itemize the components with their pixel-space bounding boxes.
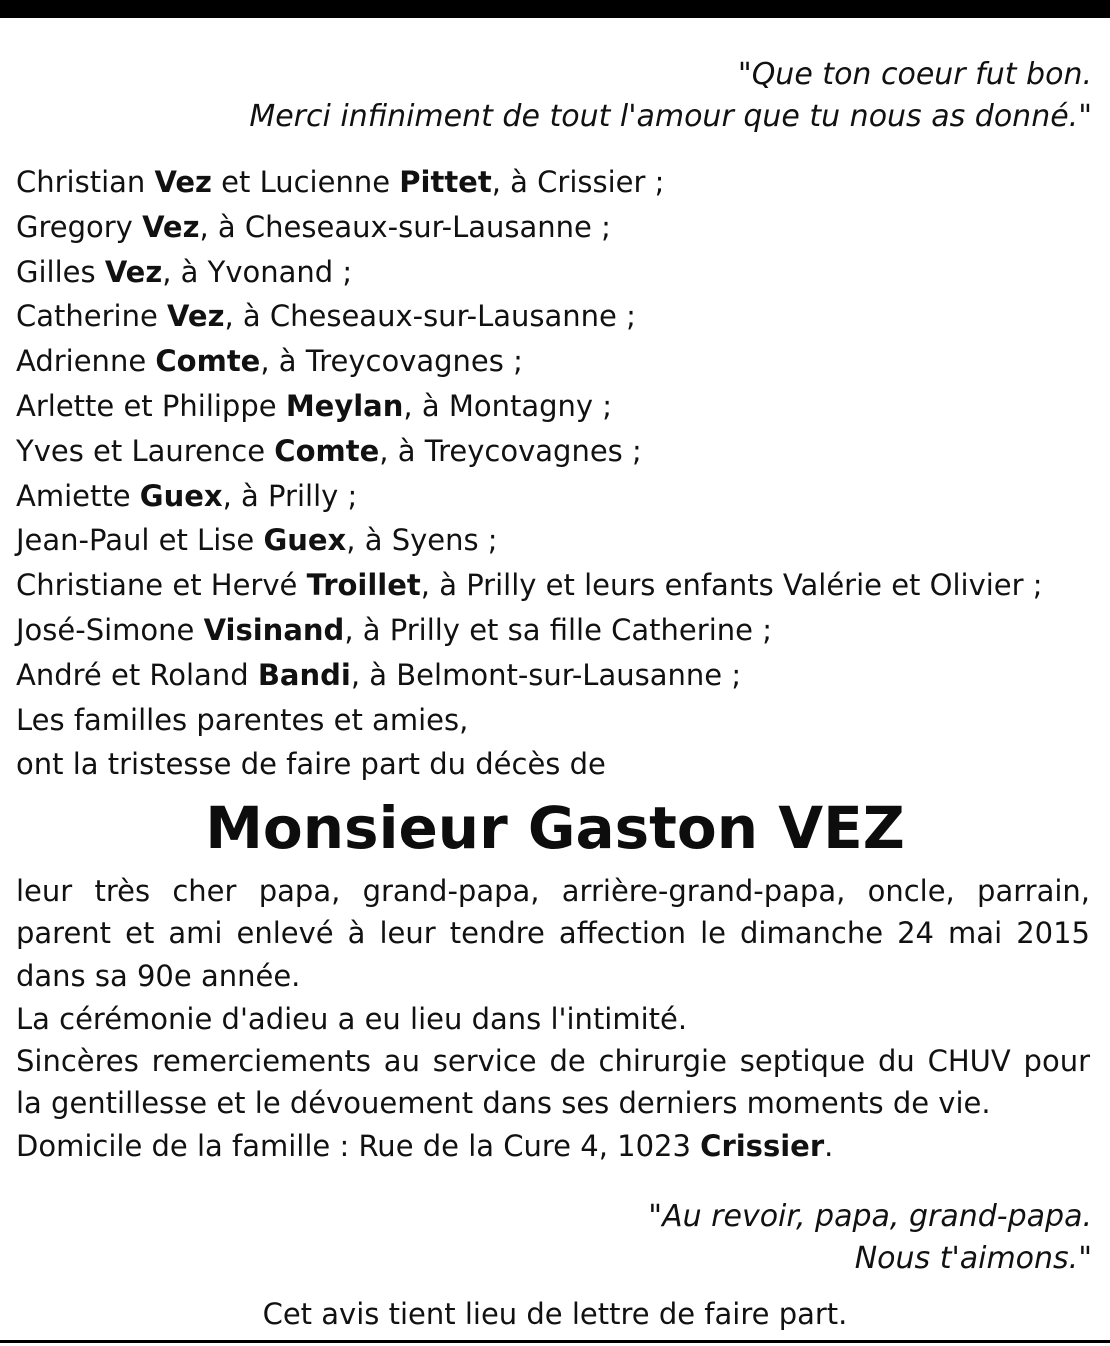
deceased-description: leur très cher papa, grand-papa, arrière-grand-papa, oncle, parrain, parent et ami enlevé à leur tendre affection le dimanche 24 mai 2015 dans sa 90e année. bbox=[16, 874, 1090, 993]
closing-quote bbox=[648, 1196, 1092, 1280]
family-location: , à Prilly et sa fille Catherine ; bbox=[344, 612, 772, 647]
domicile-address: Domicile de la famille : Rue de la Cure 4, 1023 bbox=[16, 1128, 701, 1163]
family-location: , à Treycovagnes ; bbox=[379, 433, 642, 468]
family-given-name: Catherine bbox=[16, 299, 168, 334]
family-line bbox=[16, 653, 1043, 698]
notice-closing-line: Cet avis tient lieu de lettre de faire part. bbox=[262, 1297, 848, 1331]
family-given-name: et Lucienne bbox=[211, 165, 400, 199]
family-line bbox=[16, 429, 1043, 474]
family-location: , à Montagny ; bbox=[403, 388, 613, 423]
family-members-list bbox=[16, 160, 1043, 787]
closing-quote-line-1: "Au revoir, papa, grand-papa. bbox=[648, 1199, 1092, 1234]
family-line bbox=[16, 160, 1043, 205]
closing-quote-line-2: Nous t'aimons." bbox=[854, 1241, 1092, 1276]
family-surname: Pittet bbox=[399, 165, 492, 199]
family-given-name: Arlette et Philippe bbox=[16, 388, 286, 423]
family-line bbox=[16, 339, 1043, 384]
family-surname: Guex bbox=[263, 523, 347, 558]
bottom-border-rule bbox=[0, 1340, 1110, 1343]
ceremony-notice: La cérémonie d'adieu a eu lieu dans l'intimité. bbox=[16, 1002, 688, 1036]
family-domicile bbox=[16, 1125, 1090, 1167]
family-location: , à Yvonand ; bbox=[162, 254, 353, 289]
opening-quote-line-1: "Que ton coeur fut bon. bbox=[737, 57, 1092, 92]
family-surname: Visinand bbox=[203, 612, 345, 647]
family-location: , à Cheseaux-sur-Lausanne ; bbox=[199, 209, 611, 244]
family-line bbox=[16, 608, 1043, 653]
thanks-and-domicile bbox=[16, 1040, 1090, 1167]
family-given-name: Amiette bbox=[16, 478, 140, 513]
family-location: , à Treycovagnes ; bbox=[260, 344, 523, 379]
family-given-name: Christian bbox=[16, 165, 155, 199]
family-surname: Vez bbox=[167, 299, 225, 334]
top-border-rule bbox=[0, 0, 1110, 18]
family-location: , à Cheseaux-sur-Lausanne ; bbox=[224, 299, 636, 334]
family-surname: Guex bbox=[139, 478, 223, 513]
domicile-period: . bbox=[824, 1128, 834, 1163]
family-given-name: Gilles bbox=[16, 254, 105, 289]
thanks-notice: Sincères remerciements au service de chirurgie septique du CHUV pour la gentillesse et le dévouement dans ses derniers moments de vie. bbox=[16, 1044, 1090, 1121]
family-surname: Vez bbox=[154, 165, 212, 199]
family-line bbox=[16, 294, 1043, 339]
family-given-name: Jean-Paul et Lise bbox=[16, 523, 264, 558]
family-surname: Troillet bbox=[306, 568, 421, 603]
families-line: Les familles parentes et amies, bbox=[16, 702, 469, 737]
family-line bbox=[16, 384, 1043, 429]
family-line bbox=[16, 250, 1043, 295]
family-given-name: Gregory bbox=[16, 209, 143, 244]
family-surname: Comte bbox=[155, 344, 261, 379]
domicile-city: Crissier bbox=[700, 1128, 825, 1163]
opening-quote bbox=[249, 54, 1092, 138]
family-given-name: Adrienne bbox=[16, 344, 156, 379]
family-location: , à Crissier ; bbox=[491, 165, 665, 199]
family-given-name: José-Simone bbox=[16, 612, 204, 647]
family-given-name: Christiane et Hervé bbox=[16, 568, 307, 603]
family-location: , à Prilly et leurs enfants Valérie et Olivier ; bbox=[420, 568, 1043, 603]
family-surname: Bandi bbox=[257, 657, 351, 692]
family-line bbox=[16, 205, 1043, 250]
family-surname: Meylan bbox=[285, 388, 404, 423]
family-given-name: Yves et Laurence bbox=[16, 433, 275, 468]
family-surname: Vez bbox=[104, 254, 163, 289]
family-given-name: André et Roland bbox=[16, 657, 258, 692]
family-location: , à Belmont-sur-Lausanne ; bbox=[350, 657, 742, 692]
family-location: , à Syens ; bbox=[346, 523, 498, 558]
family-line bbox=[16, 563, 1043, 608]
family-line bbox=[16, 518, 1043, 563]
opening-quote-line-2: Merci infiniment de tout l'amour que tu nous as donné." bbox=[249, 99, 1092, 134]
family-location: , à Prilly ; bbox=[222, 478, 358, 513]
deceased-name-heading: Monsieur Gaston VEZ bbox=[205, 794, 905, 862]
family-surname: Comte bbox=[274, 433, 380, 468]
family-line bbox=[16, 474, 1043, 519]
announcement-line: ont la tristesse de faire part du décès de bbox=[16, 747, 606, 782]
family-surname: Vez bbox=[142, 209, 200, 244]
